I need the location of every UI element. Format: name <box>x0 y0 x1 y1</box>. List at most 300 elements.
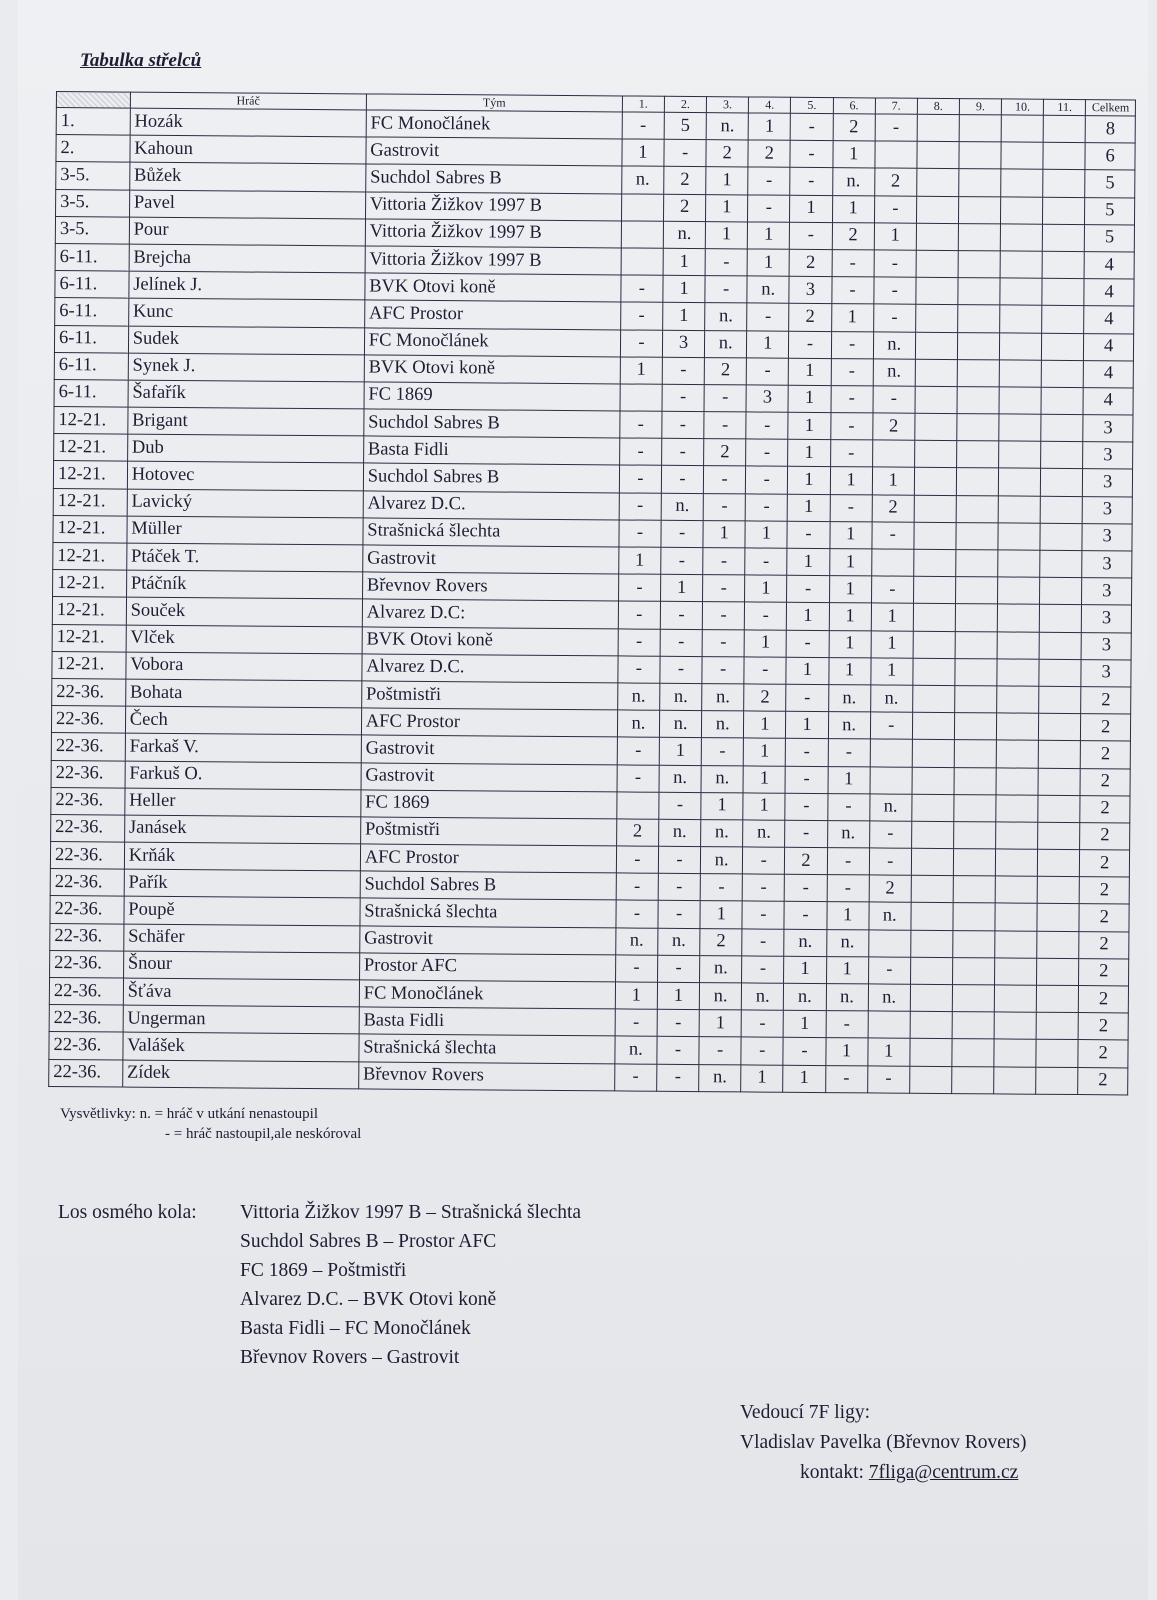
round-cell <box>1040 550 1082 578</box>
team-cell: FC Monočlánek <box>366 110 622 139</box>
round-cell <box>994 985 1036 1013</box>
round-cell <box>1041 469 1083 497</box>
rank-cell: 22-36. <box>50 869 124 897</box>
round-cell: 1 <box>786 657 828 685</box>
round-cell: - <box>874 250 916 278</box>
rank-cell: 22-36. <box>50 896 124 924</box>
total-cell: 2 <box>1081 741 1131 769</box>
round-cell: - <box>660 602 702 630</box>
round-cell: - <box>742 901 784 929</box>
total-cell: 3 <box>1083 469 1133 497</box>
round-cell <box>958 196 1000 224</box>
round-cell: n. <box>617 710 659 738</box>
round-cell: - <box>617 737 659 765</box>
round-cell <box>621 248 663 276</box>
round-cell: n. <box>828 712 870 740</box>
round-cell: n. <box>659 765 701 793</box>
rank-cell: 6-11. <box>55 271 129 299</box>
round-cell: - <box>789 331 831 359</box>
round-cell <box>1000 305 1042 333</box>
round-cell: 2 <box>789 249 831 277</box>
round-cell: 1 <box>868 1038 910 1066</box>
round-cell: - <box>832 250 874 278</box>
round-cell: - <box>869 821 911 849</box>
round-cell <box>953 903 995 931</box>
round-cell <box>996 767 1038 795</box>
round-cell: - <box>704 412 746 440</box>
round-cell <box>1040 523 1082 551</box>
round-cell: - <box>748 167 790 195</box>
round-cell: - <box>616 846 658 874</box>
round-cell: 2 <box>833 114 875 142</box>
total-cell: 3 <box>1081 632 1131 660</box>
round-cell <box>995 876 1037 904</box>
round-cell <box>953 876 995 904</box>
round-cell <box>871 549 913 577</box>
round-cell: - <box>703 575 745 603</box>
total-cell: 3 <box>1082 578 1132 606</box>
round-cell: - <box>658 874 700 902</box>
round-cell <box>953 849 995 877</box>
round-cell <box>913 631 955 659</box>
round-header: 8. <box>917 98 959 114</box>
rank-cell: 3-5. <box>56 162 130 190</box>
round-cell: 1 <box>745 575 787 603</box>
round-cell: n. <box>699 1064 741 1092</box>
round-cell <box>994 1039 1036 1067</box>
round-cell: 1 <box>832 195 874 223</box>
round-cell: - <box>743 847 785 875</box>
round-cell <box>994 1012 1036 1040</box>
round-cell <box>997 631 1039 659</box>
round-cell <box>912 794 954 822</box>
team-cell: Poštmistři <box>360 817 616 846</box>
round-cell: - <box>618 574 660 602</box>
round-cell: - <box>704 384 746 412</box>
round-cell: n. <box>828 685 870 713</box>
round-header: 1. <box>622 96 664 112</box>
round-cell <box>956 468 998 496</box>
round-cell <box>914 549 956 577</box>
player-cell: Farkaš V. <box>125 733 361 762</box>
round-cell: 1 <box>663 275 705 303</box>
round-cell: n. <box>661 493 703 521</box>
round-cell: - <box>872 522 914 550</box>
round-cell: 3 <box>789 276 831 304</box>
round-cell: n. <box>702 684 744 712</box>
round-cell: 1 <box>788 440 830 468</box>
team-cell: BVK Otovi koně <box>362 626 618 655</box>
round-cell: n. <box>663 221 705 249</box>
round-cell: 1 <box>701 792 743 820</box>
round-cell: 1 <box>871 658 913 686</box>
rank-cell: 22-36. <box>50 923 124 951</box>
round-cell <box>914 495 956 523</box>
total-cell: 3 <box>1081 659 1131 687</box>
total-cell: 5 <box>1085 224 1135 252</box>
round-cell: - <box>787 575 829 603</box>
round-cell: - <box>871 576 913 604</box>
next-round-draw <box>58 1198 581 1372</box>
round-cell: n. <box>868 984 910 1012</box>
round-cell: 1 <box>703 520 745 548</box>
player-cell: Janásek <box>124 815 360 844</box>
round-cell: - <box>699 1037 741 1065</box>
team-cell: Basta Fidli <box>363 436 619 465</box>
total-cell: 4 <box>1083 387 1133 415</box>
round-cell <box>1038 795 1080 823</box>
draw-match: Suchdol Sabres B – Prostor AFC <box>240 1231 497 1252</box>
round-cell <box>916 277 958 305</box>
round-cell <box>955 577 997 605</box>
total-cell: 4 <box>1084 333 1134 361</box>
rank-cell: 22-36. <box>50 842 124 870</box>
player-cell: Ptáček T. <box>126 543 362 572</box>
round-cell: 1 <box>825 1038 867 1066</box>
round-cell: 1 <box>790 195 832 223</box>
round-cell: 1 <box>744 711 786 739</box>
rank-cell: 22-36. <box>49 1032 123 1060</box>
player-cell: Bohata <box>125 679 361 708</box>
round-cell: 1 <box>748 113 790 141</box>
round-cell: - <box>746 466 788 494</box>
round-cell: 1 <box>830 467 872 495</box>
round-cell: - <box>658 846 700 874</box>
round-cell: - <box>615 955 657 983</box>
round-cell: n. <box>826 929 868 957</box>
round-cell: 1 <box>743 738 785 766</box>
rank-cell: 22-36. <box>49 977 123 1005</box>
team-cell: Gastrovit <box>363 545 619 574</box>
rank-cell: 6-11. <box>54 379 128 407</box>
round-cell: - <box>745 494 787 522</box>
total-cell: 3 <box>1082 523 1132 551</box>
round-cell <box>1000 332 1042 360</box>
team-cell: Gastrovit <box>360 926 616 955</box>
round-cell: 2 <box>869 875 911 903</box>
round-cell <box>1038 849 1080 877</box>
player-cell: Hotovec <box>127 462 363 491</box>
round-cell <box>911 848 953 876</box>
round-cell: - <box>664 139 706 167</box>
player-cell: Čech <box>125 706 361 735</box>
round-cell <box>1043 224 1085 252</box>
total-cell: 2 <box>1078 1067 1128 1095</box>
rank-cell: 22-36. <box>50 950 124 978</box>
round-cell: - <box>831 358 873 386</box>
round-cell: - <box>748 195 790 223</box>
round-cell: - <box>700 874 742 902</box>
round-cell: - <box>831 385 873 413</box>
round-cell <box>916 223 958 251</box>
total-cell: 4 <box>1084 279 1134 307</box>
player-header: Hráč <box>130 92 366 110</box>
round-cell <box>994 1066 1036 1094</box>
round-cell <box>911 930 953 958</box>
round-cell: 1 <box>826 902 868 930</box>
round-cell: 1 <box>789 358 831 386</box>
round-cell <box>1043 142 1085 170</box>
round-cell <box>915 332 957 360</box>
round-cell <box>1040 496 1082 524</box>
round-header: 9. <box>959 99 1001 115</box>
rank-cell: 22-36. <box>49 1059 123 1087</box>
round-cell: 1 <box>788 494 830 522</box>
round-cell <box>914 441 956 469</box>
round-cell: - <box>875 114 917 142</box>
team-cell: Vittoria Žižkov 1997 B <box>365 219 621 248</box>
round-cell: n. <box>701 819 743 847</box>
round-cell: 1 <box>705 221 747 249</box>
round-cell <box>1000 278 1042 306</box>
round-cell <box>913 576 955 604</box>
round-cell: n. <box>869 902 911 930</box>
player-cell: Hozák <box>130 108 366 137</box>
round-cell <box>1037 876 1079 904</box>
round-cell <box>870 766 912 794</box>
rank-cell: 6-11. <box>54 352 128 380</box>
round-cell: - <box>657 1037 699 1065</box>
total-cell: 3 <box>1083 442 1133 470</box>
round-cell: 1 <box>700 901 742 929</box>
round-cell: 2 <box>832 222 874 250</box>
round-cell: n. <box>747 276 789 304</box>
round-cell <box>868 1011 910 1039</box>
player-cell: Farkuš O. <box>125 761 361 790</box>
round-cell <box>1000 251 1042 279</box>
round-cell <box>996 795 1038 823</box>
player-cell: Müller <box>127 516 363 545</box>
team-cell: Vittoria Žižkov 1997 B <box>365 191 621 220</box>
round-cell: n. <box>700 847 742 875</box>
round-cell: n. <box>659 710 701 738</box>
round-cell: 2 <box>874 168 916 196</box>
total-cell: 2 <box>1079 904 1129 932</box>
round-cell <box>999 441 1041 469</box>
player-cell: Kunc <box>128 298 364 327</box>
round-cell <box>912 740 954 768</box>
round-cell: - <box>790 168 832 196</box>
round-cell <box>998 468 1040 496</box>
round-cell: n. <box>660 683 702 711</box>
round-cell: 1 <box>743 765 785 793</box>
round-cell <box>910 957 952 985</box>
player-cell: Synek J. <box>128 353 364 382</box>
round-cell <box>958 305 1000 333</box>
round-cell: - <box>616 873 658 901</box>
contact-block <box>740 1398 1026 1488</box>
round-cell: 2 <box>706 140 748 168</box>
round-cell: - <box>867 1065 909 1093</box>
round-cell: - <box>619 465 661 493</box>
round-cell: - <box>830 494 872 522</box>
round-cell: 1 <box>744 629 786 657</box>
player-cell: Ptáčník <box>126 570 362 599</box>
contact-heading: Vedoucí 7F ligy: <box>740 1402 870 1423</box>
round-cell: - <box>662 439 704 467</box>
round-cell <box>617 792 659 820</box>
rank-cell: 12-21. <box>53 515 127 543</box>
rank-cell: 6-11. <box>54 325 128 353</box>
contact-line <box>740 1458 1026 1488</box>
round-cell <box>911 903 953 931</box>
round-cell: - <box>826 1011 868 1039</box>
round-cell: - <box>784 902 826 930</box>
total-cell: 2 <box>1080 850 1130 878</box>
round-cell <box>959 142 1001 170</box>
round-header: 6. <box>833 98 875 114</box>
round-cell <box>955 658 997 686</box>
round-cell <box>952 1066 994 1094</box>
round-cell: 1 <box>874 223 916 251</box>
round-cell: - <box>619 520 661 548</box>
round-cell: - <box>827 875 869 903</box>
rank-cell: 22-36. <box>49 1005 123 1033</box>
round-cell: - <box>618 628 660 656</box>
team-cell: BVK Otovi koně <box>364 355 620 384</box>
round-cell <box>952 1039 994 1067</box>
round-cell: 2 <box>664 167 706 195</box>
round-cell: 1 <box>663 303 705 331</box>
player-cell: Krňák <box>124 842 360 871</box>
round-cell <box>917 169 959 197</box>
round-cell: 1 <box>787 548 829 576</box>
round-cell <box>914 522 956 550</box>
round-cell <box>1036 1012 1078 1040</box>
contact-label: kontakt: <box>800 1462 864 1483</box>
round-cell: - <box>746 412 788 440</box>
round-cell: - <box>614 1063 656 1091</box>
round-cell <box>917 141 959 169</box>
contact-email-link[interactable]: 7fliga@centrum.cz <box>868 1462 1019 1483</box>
round-cell <box>914 468 956 496</box>
total-cell: 3 <box>1083 415 1133 443</box>
round-header: 4. <box>749 97 791 113</box>
round-cell <box>621 221 663 249</box>
round-cell: - <box>786 684 828 712</box>
team-cell: Prostor AFC <box>359 953 615 982</box>
round-cell: - <box>703 466 745 494</box>
round-cell: - <box>662 411 704 439</box>
round-cell <box>1037 904 1079 932</box>
round-cell: n. <box>700 955 742 983</box>
round-cell <box>958 278 1000 306</box>
player-cell: Jelínek J. <box>129 271 365 300</box>
player-cell: Šnour <box>123 951 359 980</box>
rank-cell: 22-36. <box>51 706 125 734</box>
round-cell: - <box>742 929 784 957</box>
round-cell <box>1039 632 1081 660</box>
scorers-table <box>48 91 1136 1095</box>
round-cell: - <box>830 413 872 441</box>
round-cell: - <box>791 113 833 141</box>
player-cell: Pour <box>129 217 365 246</box>
round-header: 7. <box>875 98 917 114</box>
round-cell: - <box>657 955 699 983</box>
total-cell: 2 <box>1080 795 1130 823</box>
team-cell: AFC Prostor <box>364 300 620 329</box>
rank-cell: 1. <box>56 108 130 136</box>
round-cell: 1 <box>659 738 701 766</box>
player-cell: Brigant <box>128 407 364 436</box>
player-cell: Vlček <box>126 625 362 654</box>
round-cell: - <box>622 112 664 140</box>
player-cell: Dub <box>127 434 363 463</box>
rank-cell: 3-5. <box>55 216 129 244</box>
round-cell: - <box>703 548 745 576</box>
round-cell <box>915 413 957 441</box>
player-cell: Lavický <box>127 489 363 518</box>
round-cell: n. <box>826 984 868 1012</box>
round-header: 11. <box>1044 99 1086 115</box>
round-cell: - <box>620 302 662 330</box>
round-cell: 2 <box>872 413 914 441</box>
rank-cell: 12-21. <box>53 488 127 516</box>
team-cell: Alvarez D.C. <box>362 654 618 683</box>
player-cell: Schäfer <box>123 924 359 953</box>
rank-cell: 2. <box>56 135 130 163</box>
round-cell: - <box>873 386 915 414</box>
rank-cell: 22-36. <box>51 814 125 842</box>
team-cell: Alvarez D.C. <box>363 491 619 520</box>
team-header: Tým <box>366 94 622 112</box>
round-cell: - <box>828 739 870 767</box>
round-cell: 1 <box>829 603 871 631</box>
round-cell <box>870 739 912 767</box>
round-cell <box>1038 741 1080 769</box>
round-cell: 1 <box>741 1064 783 1092</box>
round-cell <box>1036 1040 1078 1068</box>
round-cell: - <box>874 195 916 223</box>
round-cell: 2 <box>748 140 790 168</box>
round-cell: n. <box>743 820 785 848</box>
round-cell <box>1043 170 1085 198</box>
round-cell: - <box>870 712 912 740</box>
round-cell: 1 <box>788 467 830 495</box>
round-cell <box>995 903 1037 931</box>
round-cell <box>909 1066 951 1094</box>
team-cell: FC 1869 <box>364 382 620 411</box>
total-cell: 8 <box>1086 116 1136 144</box>
round-header: 10. <box>1001 99 1043 115</box>
team-cell: Vittoria Žižkov 1997 B <box>365 246 621 275</box>
round-cell: - <box>786 739 828 767</box>
round-cell <box>957 359 999 387</box>
round-cell: - <box>790 222 832 250</box>
round-cell: - <box>657 1009 699 1037</box>
player-cell: Šafařík <box>128 380 364 409</box>
round-cell: 1 <box>706 167 748 195</box>
round-cell <box>913 604 955 632</box>
team-cell: FC Monočlánek <box>359 980 615 1009</box>
rank-cell: 3-5. <box>56 189 130 217</box>
round-cell <box>911 821 953 849</box>
round-cell: 1 <box>620 357 662 385</box>
position-header <box>56 92 130 109</box>
round-cell <box>913 658 955 686</box>
round-cell: 1 <box>706 194 748 222</box>
rank-cell: 12-21. <box>53 542 127 570</box>
round-cell: - <box>827 848 869 876</box>
round-cell <box>1042 306 1084 334</box>
round-cell: - <box>617 764 659 792</box>
round-cell <box>999 387 1041 415</box>
round-cell <box>998 496 1040 524</box>
round-cell <box>957 414 999 442</box>
round-cell: 1 <box>828 766 870 794</box>
round-cell: 1 <box>784 956 826 984</box>
round-cell: n. <box>873 331 915 359</box>
